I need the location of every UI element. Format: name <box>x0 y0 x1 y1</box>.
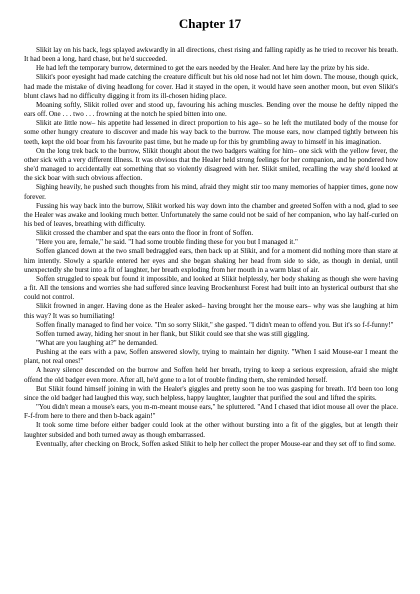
paragraph: Soffen turned away, hiding her snout in her flank, but Slikit could see that she was still giggling. <box>36 329 310 338</box>
paragraph: Soffen struggled to speak but found it impossible, and looked at Slikit helplessly, her body shaking as though she were having a fit. All the tensions and worries she had suffered since leaving Brockenhurst Forest had built into an hysterical outburst that she could not control. <box>24 274 398 302</box>
paragraph: Slikit lay on his back, legs splayed awkwardly in all directions, chest rising and falling rapidly as he tried to recover his breath. It had been a long, hard chase, but he'd succeeded. <box>24 46 398 64</box>
paragraph: Slikit ate little now– his appetite had lessened in direct proportion to his age– so he left the mutilated body of the mouse for some other hungry creature to discover and made his way back to the burrow. The mouse ears, now clamped tightly between his teeth, kept the old boar from his favourite past time, but he made up for this by grumbling away to himself in his imagination. <box>24 119 398 146</box>
paragraph: Slikit frowned in anger. Having done as the Healer asked– having brought her the mouse ears– why was she laughing at him this way? It was so humiliating! <box>24 302 398 320</box>
paragraph: Moaning softly, Slikit rolled over and stood up, favouring his aching muscles. Bending over the mouse he deftly nipped the ears off. One . . . two . . . frowning at the notch he spied bitten into one. <box>24 100 398 119</box>
paragraph: Slikit crossed the chamber and spat the ears onto the floor in front of Soffen. <box>36 229 254 238</box>
paragraph: But Slikit found himself joining in with the Healer's giggles and pretty soon he too was gasping for breath. It'd been too long since the old badger had laughed this way, such helpless, happy laughter, laughter that purified the soul and lifted the spirits. <box>24 384 398 402</box>
chapter-body <box>24 46 398 449</box>
paragraph: Soffen finally managed to find her voice. "I'm so sorry Slikit," she gasped. "I didn't mean to offend you. But it's so f-f-funny!" <box>36 320 394 329</box>
paragraph: "Here you are, female," he said. "I had some trouble finding these for you but I managed it." <box>36 238 298 247</box>
paragraph: "What are you laughing at?" he demanded. <box>36 339 158 347</box>
paragraph: Soffen glanced down at the two small bedraggled ears, then back up at Slikit, and for a moment did nothing more than stare at him intently. Slowly a sparkle entered her eyes and she began shaking her head from side to side, as though in denial, until unexpectedly she burst into a fit of laughter, her breath exploding from her mouth in a warm blast of air. <box>24 247 398 274</box>
chapter-title: Chapter 17 <box>178 16 242 31</box>
paragraph: "You didn't mean a mouse's ears, you m-m-meant mouse ears," he spluttered. "And I chased that idiot mouse all over the place. F-f-from here to there and then b-back again!" <box>24 403 398 421</box>
paragraph: On the long trek back to the burrow, Slikit thought about the two badgers waiting for him– one sick with the yellow fever, the other sick with a very different illness. It was obvious that the Healer held strong feelings for her companion, and he pondered how she'd managed to accidentally eat something that so violently disagreed with her. Slikit smiled, recalling the way she'd looked at the sick boar with such obvious affection. <box>24 146 398 183</box>
paragraph: Slikit's poor eyesight had made catching the creature difficult but his old nose had not let him down. The mouse, though quick, had made the mistake of diving headlong for cover. Had it stayed in the open, it would have seen another moon, but even Slikit's blunt claws had no difficulty digging it from its ill-chosen hiding place. <box>24 73 398 100</box>
paragraph: Eventually, after checking on Brock, Soffen asked Slikit to help her collect the proper Mouse-ear and they set off to find some. <box>36 439 396 448</box>
paragraph: Pushing at the ears with a paw, Soffen answered slowly, trying to maintain her dignity. "When I said Mouse-ear I meant the plant, not real ones!" <box>24 348 398 366</box>
paragraph: Fussing his way back into the burrow, Slikit worked his way down into the chamber and greeted Soffen with a nod, glad to see the Healer was awake and looking much better. Unfortunately the same could not be said of her companion, who lay half-curled on his bed of leaves, breathing with difficulty. <box>24 201 398 228</box>
paragraph: It took some time before either badger could look at the other without bursting into a fit of the giggles, but at length their laughter subsided and both turned away as though embarrassed. <box>24 421 398 439</box>
paragraph: He had left the temporary burrow, determined to get the ears needed by the Healer. And here lay the prize by his side. <box>36 64 370 73</box>
paragraph: A heavy silence descended on the burrow and Soffen held her breath, trying to keep a serious expression, afraid she might offend the old badger even more. After all, he'd gone to a lot of trouble finding them, she reminded herself. <box>24 366 398 384</box>
paragraph: Sighing heavily, he pushed such thoughts from his mind, afraid they might stir too many memories of happier times, gone now forever. <box>24 183 398 201</box>
